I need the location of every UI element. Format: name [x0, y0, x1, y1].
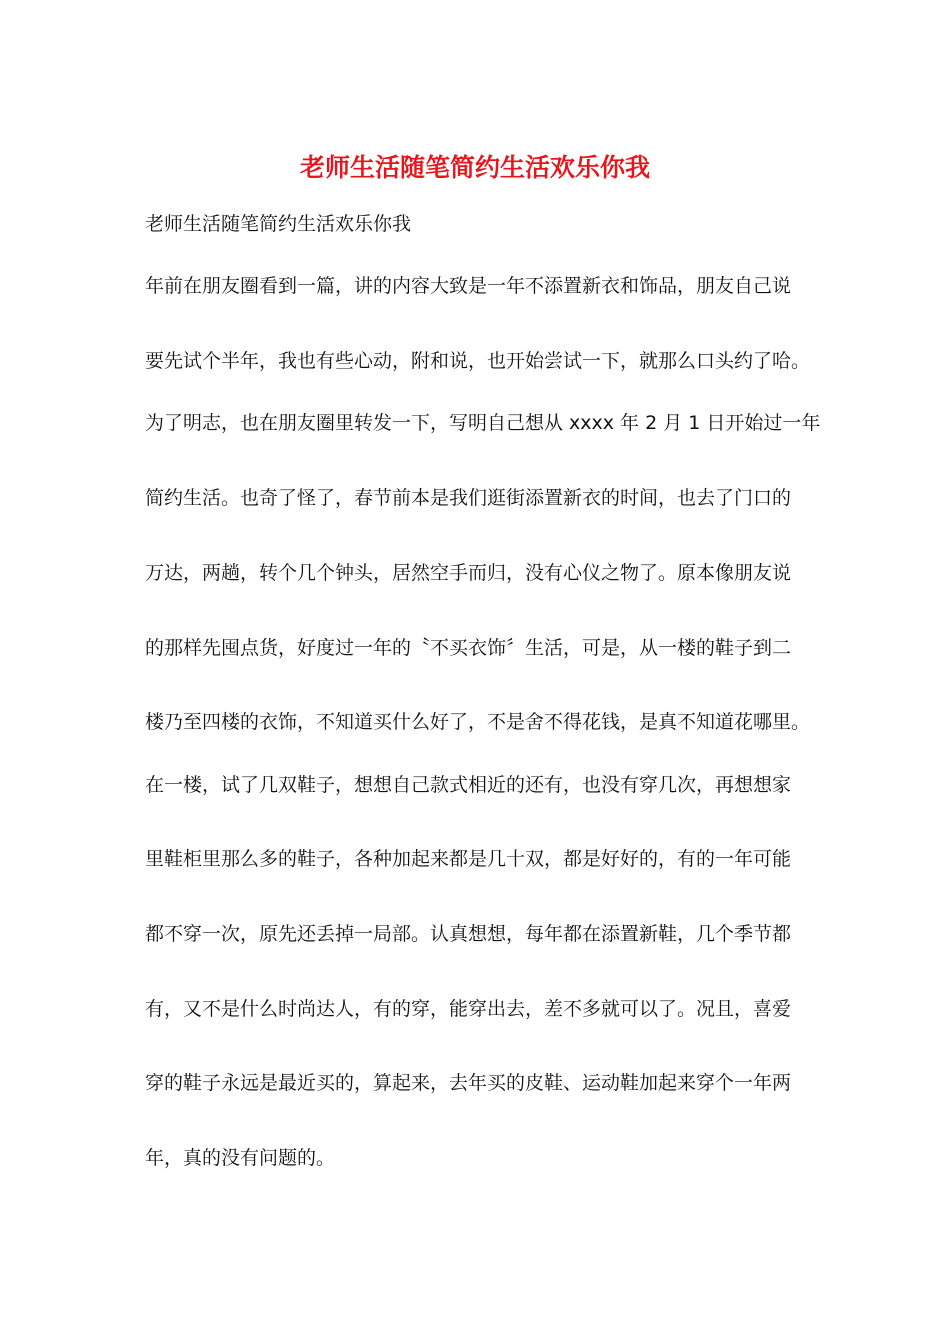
document-subtitle: 老师生活随笔简约生活欢乐你我: [145, 213, 412, 235]
body-line: 楼乃至四楼的衣饰，不知道买什么好了，不是舍不得花钱，是真不知道花哪里。: [145, 711, 811, 733]
body-line: 要先试个半年，我也有些心动，附和说，也开始尝试一下，就那么口头约了哈。: [145, 350, 811, 372]
document-title: 老师生活随笔简约生活欢乐你我: [299, 153, 650, 182]
body-line: 都不穿一次，原先还丢掉一局部。认真想想，每年都在添置新鞋，几个季节都: [145, 923, 792, 945]
body-line: 万达，两趟，转个几个钟头，居然空手而归，没有心仪之物了。原本像朋友说: [145, 562, 792, 584]
body-line: 为了明志，也在朋友圈里转发一下，写明自己想从 xxxx 年 2 月 1 日开始过一年: [145, 412, 821, 434]
body-line: 年，真的没有问题的。: [145, 1147, 336, 1169]
body-line: 里鞋柜里那么多的鞋子，各种加起来都是几十双，都是好好的，有的一年可能: [145, 848, 792, 870]
body-line: 在一楼，试了几双鞋子，想想自己款式相近的还有，也没有穿几次，再想想家: [145, 774, 792, 796]
body-line: 年前在朋友圈看到一篇，讲的内容大致是一年不添置新衣和饰品，朋友自己说: [145, 275, 792, 297]
body-line: 简约生活。也奇了怪了，春节前本是我们逛街添置新衣的时间，也去了门口的: [145, 487, 792, 509]
body-line: 的那样先囤点货，好度过一年的〝不买衣饰〞生活，可是，从一楼的鞋子到二: [145, 637, 792, 659]
body-line: 穿的鞋子永远是最近买的，算起来，去年买的皮鞋、运动鞋加起来穿个一年两: [145, 1072, 792, 1094]
body-line: 有，又不是什么时尚达人，有的穿，能穿出去，差不多就可以了。况且，喜爱: [145, 998, 792, 1020]
